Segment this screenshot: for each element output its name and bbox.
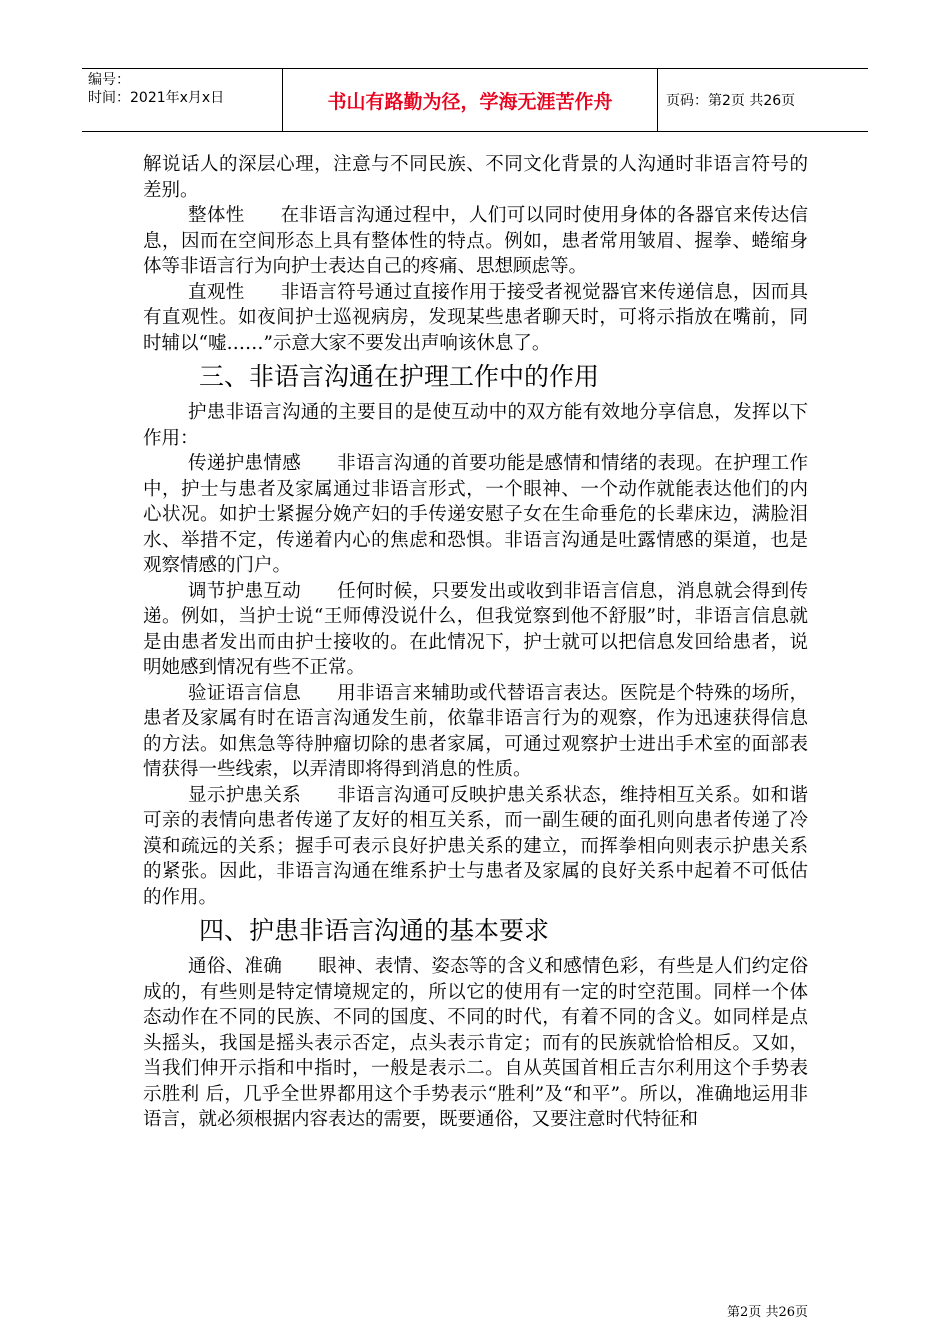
document-number-label: 编号：: [88, 72, 130, 88]
page-header: [82, 68, 868, 132]
paragraph-term: 整体性: [188, 205, 245, 226]
paragraph: [143, 954, 808, 1133]
header-motto: 书山有路勤为径，学海无涯苦作舟: [282, 69, 658, 131]
paragraph-term: 直观性: [188, 281, 245, 303]
paragraph: 护患非语言沟通的主要目的是使互动中的双方能有效地分享信息，发挥以下作用：: [143, 402, 808, 449]
paragraph-term: 调节护患互动: [188, 580, 302, 602]
paragraph-text: 非语言符号通过直接作用于接受者视觉器官来传递信息，因而具有直观性。如夜间护士巡视病房，发现某些患者聊天时，可将示指放在嘴前，同时辅以“嘘……”示意大家不要发出声响该休息了。: [143, 281, 808, 354]
paragraph-term: 通俗、准确: [188, 956, 283, 977]
paragraph: [143, 451, 808, 579]
paragraph-text: 非语言沟通的首要功能是感情和情绪的表现。在护理工作中，护士与患者及家属通过非语言形式，一个眼神、一个动作就能表达他们的内心状况。如护士紧握分娩产妇的手传递安慰子女在生命垂危的长辈床边，满脸泪水、举措不定，传递着内心的焦虑和恐惧。非语言沟通是吐露情感的渠道，也是观察情感的门户。: [143, 453, 808, 576]
paragraph-text: 非语言沟通可反映护患关系状态，维持相互关系。如和谐可亲的表情向患者传递了友好的相互关系，而一副生硬的面孔则向患者传递了冷漠和疏远的关系；握手可表示良好护患关系的建立，而挥拳相向则表示护患关系的紧张。因此，非语言沟通在维系护士与患者及家属的良好关系中起着不可低估的作用。: [143, 784, 808, 908]
paragraph-text: 眼神、表情、姿态等的含义和感情色彩，有些是人们约定俗成的，有些则是特定情境规定的，所以它的使用有一定的时空范围。同样一个体态动作在不同的民族、不同的国度、不同的时代，有着不同的含义。如同样是点头摇头，我国是摇头表示否定，点头表示肯定；而有的民族就恰恰相反。又如，当我们伸开示指和中指时，一般是表示二。自从英国首相丘吉尔利用这个手势表示胜利 后，几乎全世界都用这个手势表示“胜利”及“和平”。所以，准确地运用非语言，就必须根据内容表达的需要，既要通俗，又要注意时代特征和: [143, 956, 808, 1130]
section-heading: 四、护患非语言沟通的基本要求: [199, 916, 550, 945]
document-time-label: 时间：2021年x月x日: [88, 90, 225, 106]
paragraph: [143, 203, 808, 280]
paragraph-term: 验证语言信息: [188, 682, 302, 704]
paragraph: [143, 579, 808, 681]
paragraph: [143, 280, 808, 357]
paragraph-term: 显示护患关系: [188, 784, 302, 806]
header-page-info: 页码：第2页 共26页: [666, 93, 796, 109]
paragraph-text: 任何时候，只要发出或收到非语言信息，消息就会得到传递。例如，当护士说“王师傅没说什么，但我觉察到他不舒服”时，非语言信息就是由患者发出而由护士接收的。在此情况下，护士就可以把信息发回给患者，说明她感到情况有些不正常。: [143, 580, 808, 678]
paragraph: 解说话人的深层心理，注意与不同民族、不同文化背景的人沟通时非语言符号的差别。: [143, 154, 808, 201]
paragraph-text: 用非语言来辅助或代替语言表达。医院是个特殊的场所，患者及家属有时在语言沟通发生前，依靠非语言行为的观察，作为迅速获得信息的方法。如焦急等待肿瘤切除的患者家属，可通过观察护士进出手术室的面部表情获得一些线索，以弄清即将得到消息的性质。: [143, 682, 808, 780]
page-footer: 第2页 共26页: [727, 1305, 808, 1320]
paragraph: [143, 681, 808, 783]
paragraph: [143, 783, 808, 911]
document-body: [143, 152, 808, 1133]
paragraph-term: 传递护患情感: [188, 453, 302, 474]
header-meta: [82, 69, 282, 131]
section-heading: 三、非语言沟通在护理工作中的作用: [199, 362, 600, 391]
paragraph-text: 在非语言沟通过程中，人们可以同时使用身体的各器官来传达信息，因而在空间形态上具有整体性的特点。例如，患者常用皱眉、握拳、蜷缩身体等非语言行为向护士表达自己的疼痛、思想顾虑等。: [143, 205, 808, 277]
